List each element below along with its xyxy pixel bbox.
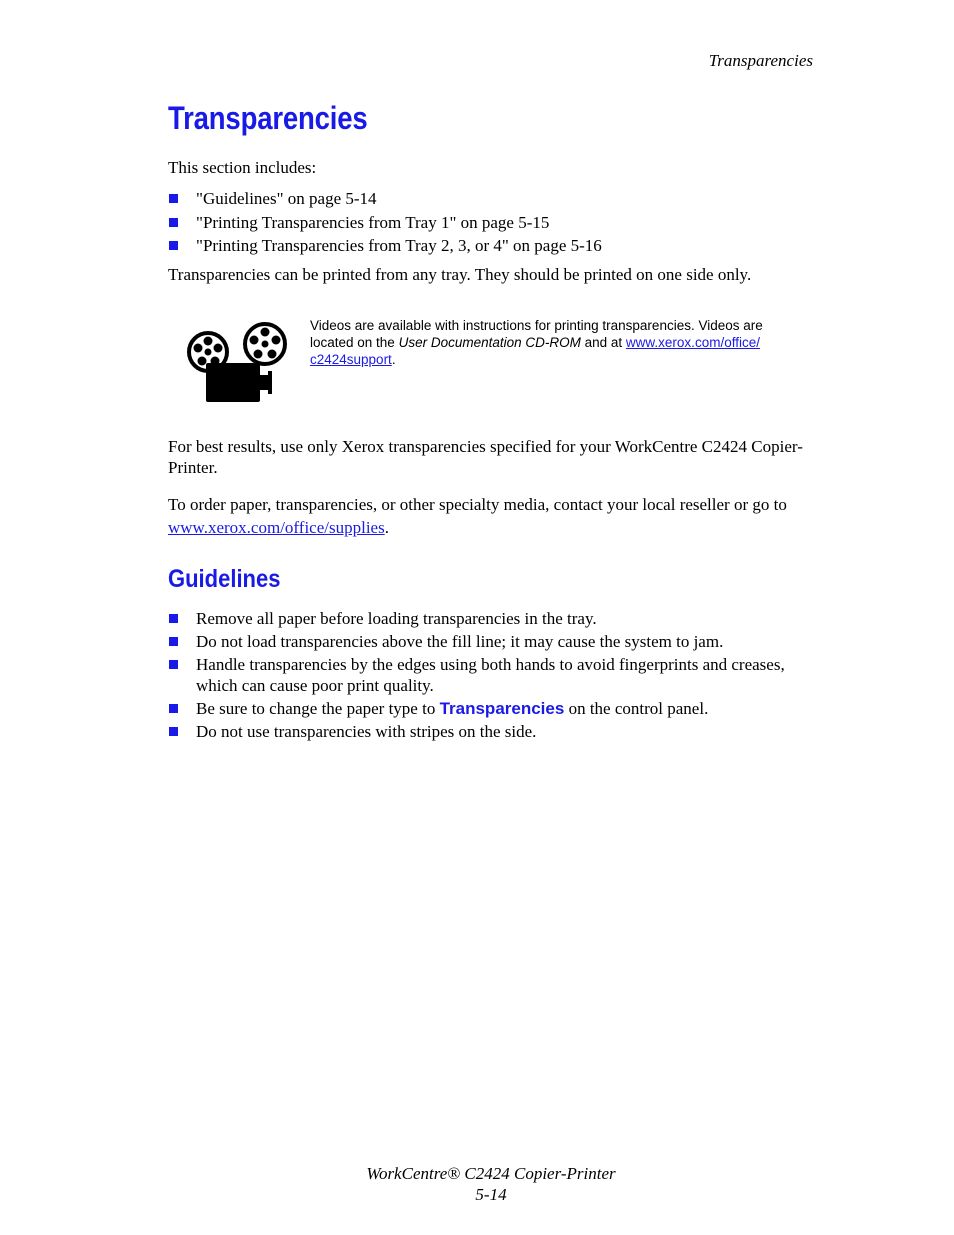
toc-item-label: "Printing Transparencies from Tray 2, 3, or 4" on page 5-16 [196,236,602,255]
support-link[interactable]: www.xerox.com/office/ c2424support [310,335,760,367]
footer-product: WorkCentre® C2424 Copier-Printer [366,1164,616,1183]
bullet-square-icon [169,704,178,713]
page-footer [0,1163,954,1205]
guideline-item: Do not use transparencies with stripes on the side. [168,721,818,742]
best-results-text: For best results, use only Xerox transparencies specified for your WorkCentre C2424 Copier-Printer. [168,437,803,477]
guidelines-list [168,608,818,742]
video-note: Videos are available with instructions for printing transparencies. Videos are located on the User Documentation CD-ROM and at www.xerox.com/office/ c2424support. [310,318,763,367]
cd-rom-title: User Documentation CD-ROM [398,335,581,350]
intro-text: This section includes: [168,158,317,177]
footer-page-number: 5-14 [475,1185,507,1204]
toc-item[interactable] [168,235,818,256]
guideline-item: Remove all paper before loading transparencies in the tray. [168,608,818,631]
running-head: Transparencies [708,51,813,70]
bullet-square-icon [169,218,178,227]
guidelines-heading: Guidelines [168,565,281,593]
bullet-square-icon [169,241,178,250]
toc-item-label: "Guidelines" on page 5-14 [196,189,377,208]
bullet-square-icon [169,194,178,203]
bullet-square-icon [169,637,178,646]
toc-item[interactable] [168,212,818,236]
film-projector-icon [186,320,290,404]
guideline-item: Handle transparencies by the edges using both hands to avoid fingerprints and creases, which can cause poor print quality. [168,654,790,698]
toc-item-label: "Printing Transparencies from Tray 1" on page 5-15 [196,212,550,232]
toc-item[interactable] [168,188,818,212]
guideline-item: Do not load transparencies above the fill line; it may cause the system to jam. [168,631,818,654]
section-toc [168,188,818,256]
page-title: Transparencies [168,100,368,136]
bullet-square-icon [169,614,178,623]
order-text: To order paper, transparencies, or other specialty media, contact your local reseller or go to www.xerox.com/office/supplies. [168,495,787,537]
guideline-item: Be sure to change the paper type to Transparencies on the control panel. [168,698,818,721]
tray-note: Transparencies can be printed from any tray. They should be printed on one side only. [168,265,752,284]
supplies-link[interactable]: www.xerox.com/office/supplies [168,518,385,537]
bullet-square-icon [169,660,178,669]
paper-type-term: Transparencies [439,699,565,718]
bullet-square-icon [169,727,178,736]
